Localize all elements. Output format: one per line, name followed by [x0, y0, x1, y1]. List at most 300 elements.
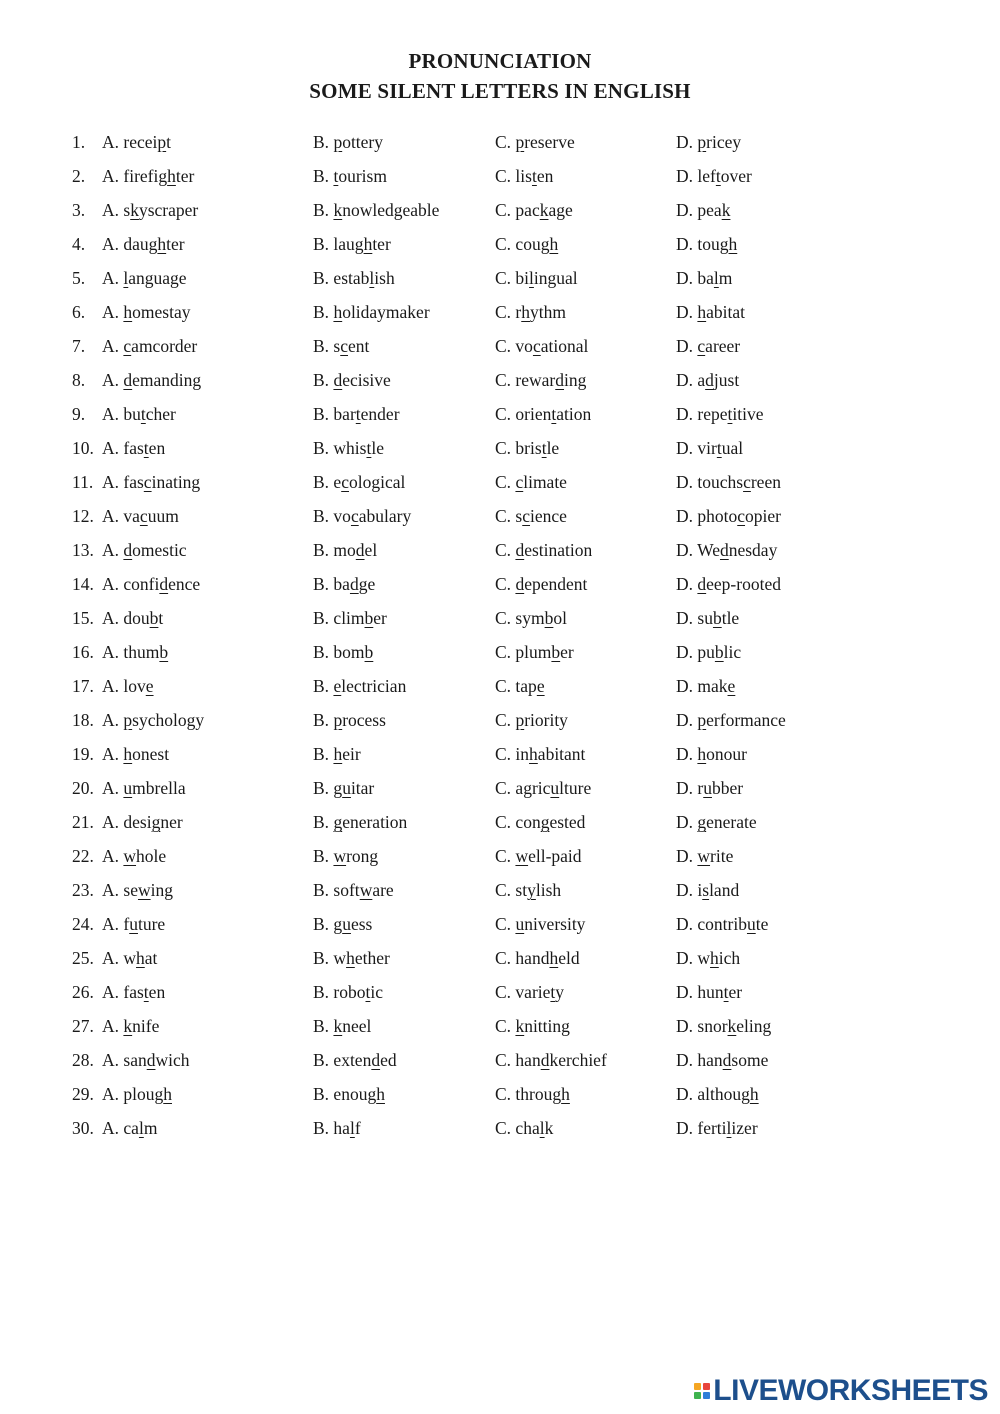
option-text-before: A. recei [102, 132, 158, 152]
option-text-before: C. bi [495, 268, 530, 288]
option-a [102, 709, 204, 731]
underlined-letter: h [697, 744, 707, 764]
question-row [72, 471, 972, 505]
option-text-after: ner [160, 812, 183, 832]
option-text-before: D. ba [676, 268, 714, 288]
question-number: 29. [72, 1084, 94, 1104]
option-a [102, 573, 200, 595]
underlined-letter: c [139, 506, 148, 526]
underlined-letter: h [697, 302, 707, 322]
option-a [102, 1117, 157, 1139]
underlined-letter: k [333, 200, 343, 220]
underlined-letter: t [716, 438, 722, 458]
option-text-before: B. g [313, 778, 343, 798]
option-b [313, 913, 372, 935]
option-text-before: C. in [495, 744, 530, 764]
option-text-before: A. fas [102, 438, 144, 458]
option-text-after: opier [745, 506, 781, 526]
option-text-after: some [731, 1050, 769, 1070]
option-text-before: A. bu [102, 404, 141, 424]
option-text-before: D. contrib [676, 914, 747, 934]
option-text-before: A. [102, 778, 124, 798]
option-text-after: abitant [537, 744, 586, 764]
logo-square [703, 1383, 710, 1390]
question-number: 6. [72, 302, 86, 322]
option-text-after: lture [559, 778, 592, 798]
option-b [313, 267, 395, 289]
option-text-before: C. [495, 710, 516, 730]
option-b [313, 1049, 397, 1071]
underlined-letter: w [697, 846, 711, 866]
option-text-after: omestic [132, 540, 187, 560]
underlined-letter: d [705, 370, 714, 390]
option-a [102, 301, 190, 323]
underlined-letter: u [123, 778, 133, 798]
question-row [72, 845, 972, 879]
underlined-letter: l [369, 268, 375, 288]
option-b [313, 335, 369, 357]
page-title: PRONUNCIATION [408, 49, 592, 73]
option-text-after: ter [175, 166, 195, 186]
option-text-after: olidaymaker [342, 302, 430, 322]
underlined-letter: w [137, 880, 151, 900]
option-text-before: A. s [102, 200, 131, 220]
option-text-after: nitting [524, 1016, 570, 1036]
option-text-before: B. whis [313, 438, 367, 458]
option-text-after: ependent [524, 574, 588, 594]
option-text-before: B. robo [313, 982, 366, 1002]
question-number: 22. [72, 846, 94, 866]
option-text-after: enerate [706, 812, 757, 832]
question-row [72, 1083, 972, 1117]
option-text-before: A. firefig [102, 166, 168, 186]
question-row [72, 709, 972, 743]
question-row [72, 641, 972, 675]
option-text-before: B. [313, 132, 334, 152]
question-row [72, 981, 972, 1015]
question-row [72, 879, 972, 913]
option-text-after: ter [166, 234, 185, 254]
underlined-letter: k [515, 1016, 525, 1036]
option-d [676, 267, 732, 289]
option-text-before: B. estab [313, 268, 370, 288]
option-d [676, 539, 777, 561]
option-text-after: ourism [338, 166, 387, 186]
underlined-letter: t [727, 404, 733, 424]
underlined-letter: c [515, 472, 524, 492]
option-text-after: lectrician [341, 676, 407, 696]
option-text-before: B. [313, 676, 334, 696]
option-text-after: ested [549, 812, 586, 832]
underlined-letter: g [151, 812, 161, 832]
underlined-letter: t [366, 438, 372, 458]
option-text-before: A. [102, 302, 124, 322]
question-number: 14. [72, 574, 94, 594]
option-a [102, 539, 187, 561]
option-text-before: B. [313, 744, 334, 764]
option-text-before: B. [313, 812, 334, 832]
option-text-after: ingual [533, 268, 578, 288]
option-c [495, 573, 587, 595]
question-number: 1. [72, 132, 86, 152]
question-row [72, 403, 972, 437]
underlined-letter: h [167, 166, 176, 186]
option-text-before: A. [102, 1016, 124, 1036]
underlined-letter: d [159, 574, 169, 594]
underlined-letter: h [376, 1084, 385, 1104]
question-number: 11. [72, 472, 94, 492]
option-text-before: A. desi [102, 812, 152, 832]
question-number: 21. [72, 812, 94, 832]
option-a [102, 1049, 190, 1071]
option-d [676, 777, 743, 799]
option-b [313, 301, 430, 323]
option-d [676, 233, 737, 255]
option-d [676, 403, 764, 425]
underlined-letter: d [722, 1050, 732, 1070]
option-c [495, 1049, 607, 1071]
underlined-letter: t [541, 438, 547, 458]
option-text-after: er [373, 608, 387, 628]
option-c [495, 641, 574, 663]
option-text-after: ich [718, 948, 741, 968]
question-number: 3. [72, 200, 86, 220]
option-c [495, 199, 573, 221]
option-text-after: nife [132, 1016, 160, 1036]
option-a [102, 267, 187, 289]
underlined-letter: c [532, 336, 541, 356]
question-row [72, 777, 972, 811]
option-text-after: cher [145, 404, 176, 424]
option-b [313, 1083, 385, 1105]
option-c [495, 675, 545, 697]
option-text-before: D. repe [676, 404, 728, 424]
option-b [313, 573, 375, 595]
option-c [495, 1015, 570, 1037]
option-c [495, 505, 567, 527]
option-c [495, 471, 567, 493]
option-a [102, 607, 163, 629]
option-text-before: D. han [676, 1050, 723, 1070]
option-text-before: D. r [676, 778, 704, 798]
option-text-before: B. [313, 710, 334, 730]
option-a [102, 335, 197, 357]
question-row [72, 199, 972, 233]
underlined-letter: b [149, 608, 159, 628]
option-text-before: B. [313, 1016, 334, 1036]
option-text-after: inating [151, 472, 201, 492]
question-number: 15. [72, 608, 94, 628]
option-b [313, 165, 387, 187]
option-text-after: ational [540, 336, 589, 356]
option-c [495, 709, 568, 731]
option-d [676, 675, 735, 697]
underlined-letter: g [540, 812, 550, 832]
underlined-letter: t [140, 404, 146, 424]
underlined-letter: h [521, 302, 530, 322]
option-b [313, 675, 406, 697]
option-text-before: B. [313, 370, 334, 390]
option-text-after: rocess [342, 710, 386, 730]
option-text-before: A. fas [102, 472, 144, 492]
question-number: 23. [72, 880, 94, 900]
option-a [102, 505, 179, 527]
option-a [102, 845, 166, 867]
option-text-before: A. [102, 336, 124, 356]
option-text-before: C. [495, 846, 516, 866]
underlined-letter: h [710, 948, 719, 968]
option-text-after: reserve [524, 132, 575, 152]
option-b [313, 641, 373, 663]
option-text-after: onest [132, 744, 170, 764]
option-c [495, 301, 566, 323]
option-c [495, 335, 588, 357]
option-text-before: B. enoug [313, 1084, 377, 1104]
option-text-after: ual [721, 438, 744, 458]
option-d [676, 471, 781, 493]
underlined-letter: h [333, 302, 343, 322]
option-text-before: C. [495, 574, 516, 594]
option-text-after: m [718, 268, 733, 288]
underlined-letter: l [713, 268, 719, 288]
underlined-letter: l [529, 268, 534, 288]
option-text-before: B. [313, 166, 334, 186]
option-text-after: age [548, 200, 573, 220]
question-row [72, 573, 972, 607]
option-text-before: A. lov [102, 676, 146, 696]
logo-square [703, 1392, 710, 1399]
option-b [313, 1015, 371, 1037]
question-number: 25. [72, 948, 94, 968]
option-text-after: bber [711, 778, 744, 798]
option-text-after: ecisive [342, 370, 391, 390]
option-text-before: A. [102, 846, 124, 866]
option-text-before: B. soft [313, 880, 360, 900]
question-number: 10. [72, 438, 94, 458]
underlined-letter: k [123, 1016, 133, 1036]
option-d [676, 709, 786, 731]
question-row [72, 267, 972, 301]
question-number: 20. [72, 778, 94, 798]
option-text-before: C. s [495, 506, 523, 526]
underlined-letter: l [123, 268, 129, 288]
underlined-letter: e [536, 676, 545, 696]
option-c [495, 369, 586, 391]
question-row [72, 165, 972, 199]
question-number: 9. [72, 404, 86, 424]
option-text-after: t [158, 608, 164, 628]
option-text-after: kerchief [549, 1050, 607, 1070]
option-text-before: B. laug [313, 234, 364, 254]
option-a [102, 675, 154, 697]
option-text-after: ricey [706, 132, 742, 152]
option-text-after: rong [346, 846, 379, 866]
option-text-after: eneration [342, 812, 408, 832]
underlined-letter: d [371, 1050, 381, 1070]
underlined-letter: d [333, 370, 343, 390]
underlined-letter: d [719, 540, 729, 560]
option-text-before: C. bris [495, 438, 542, 458]
option-text-before: C. pac [495, 200, 540, 220]
option-text-before: A. [102, 370, 124, 390]
underlined-letter: b [544, 608, 554, 628]
question-list [72, 131, 972, 1151]
question-number: 30. [72, 1118, 94, 1138]
option-text-before: D. pu [676, 642, 715, 662]
underlined-letter: h [346, 948, 355, 968]
underlined-letter: d [146, 1050, 156, 1070]
option-text-after: m [143, 1118, 158, 1138]
question-row [72, 947, 972, 981]
option-text-after: ish [374, 268, 395, 288]
option-text-after: sychology [132, 710, 205, 730]
option-text-after: areer [705, 336, 741, 356]
option-text-before: C. tap [495, 676, 537, 696]
option-text-before: A. [102, 268, 124, 288]
underlined-letter: k [130, 200, 139, 220]
option-text-after: ol [553, 608, 567, 628]
underlined-letter: p [697, 710, 707, 730]
underlined-letter: c [743, 472, 751, 492]
option-text-before: A. san [102, 1050, 147, 1070]
question-number: 28. [72, 1050, 94, 1070]
option-text-before: C. r [495, 302, 522, 322]
option-d [676, 743, 747, 765]
underlined-letter: b [551, 642, 561, 662]
option-text-before: A. [102, 710, 124, 730]
option-c [495, 165, 553, 187]
option-text-before: D. snor [676, 1016, 728, 1036]
underlined-letter: w [359, 880, 373, 900]
option-text-after: itive [732, 404, 764, 424]
option-c [495, 743, 585, 765]
option-text-before: D. [676, 710, 698, 730]
option-d [676, 301, 745, 323]
brand-name: LIVEWORKSHEETS [713, 1374, 988, 1407]
option-a [102, 743, 169, 765]
option-text-after: anguage [128, 268, 187, 288]
underlined-letter: w [333, 846, 347, 866]
option-text-after: eep-rooted [706, 574, 781, 594]
page-subtitle: SOME SILENT LETTERS IN ENGLISH [309, 79, 691, 103]
underlined-letter: d [540, 1050, 550, 1070]
option-text-before: B. [313, 302, 334, 322]
underlined-letter: h [163, 1084, 172, 1104]
question-row [72, 1049, 972, 1083]
option-text-before: D. a [676, 370, 706, 390]
option-b [313, 947, 390, 969]
option-text-before: A. se [102, 880, 138, 900]
option-text-before: C. plum [495, 642, 552, 662]
option-text-before: B. [313, 846, 334, 866]
option-b [313, 1117, 361, 1139]
option-text-after: nesday [728, 540, 778, 560]
underlined-letter: p [123, 710, 133, 730]
option-text-before: C. hand [495, 948, 550, 968]
underlined-letter: s [702, 880, 710, 900]
underlined-letter: h [549, 234, 559, 254]
question-row [72, 233, 972, 267]
option-text-after: rite [710, 846, 734, 866]
option-text-before: C. sym [495, 608, 545, 628]
option-d [676, 1049, 768, 1071]
option-text-before: C. lis [495, 166, 532, 186]
option-text-before: D. touchs [676, 472, 744, 492]
underlined-letter: t [143, 982, 149, 1002]
question-row [72, 913, 972, 947]
option-text-after: ottery [342, 132, 384, 152]
question-row [72, 539, 972, 573]
option-a [102, 777, 186, 799]
option-text-after: ence [168, 574, 201, 594]
underlined-letter: h [363, 234, 373, 254]
option-text-before: D. vir [676, 438, 717, 458]
option-text-before: B. [313, 200, 334, 220]
underlined-letter: p [333, 710, 343, 730]
underlined-letter: w [515, 846, 529, 866]
option-b [313, 539, 377, 561]
option-text-before: B. e [313, 472, 342, 492]
option-text-after: are [372, 880, 394, 900]
option-b [313, 743, 361, 765]
option-a [102, 981, 165, 1003]
option-text-after: abulary [358, 506, 412, 526]
option-text-before: C. st [495, 880, 528, 900]
option-text-after: t [166, 132, 172, 152]
option-c [495, 607, 567, 629]
option-text-before: D. hun [676, 982, 724, 1002]
option-text-before: C. [495, 914, 516, 934]
underlined-letter: h [123, 302, 133, 322]
option-text-before: A. confi [102, 574, 160, 594]
option-text-before: D. [676, 336, 698, 356]
underlined-letter: b [364, 642, 374, 662]
underlined-letter: k [333, 1016, 343, 1036]
option-text-after: riority [524, 710, 568, 730]
option-a [102, 641, 168, 663]
underlined-letter: h [561, 1084, 570, 1104]
option-text-after: neel [342, 1016, 372, 1036]
option-text-before: A. ploug [102, 1084, 164, 1104]
option-c [495, 947, 580, 969]
underlined-letter: l [349, 1118, 355, 1138]
option-text-after: ation [556, 404, 592, 424]
option-text-before: C. [495, 472, 516, 492]
underlined-letter: d [555, 370, 565, 390]
option-text-before: C. han [495, 1050, 541, 1070]
option-text-before: C. [495, 540, 516, 560]
option-text-before: D. [676, 744, 698, 764]
option-text-after: f [354, 1118, 361, 1138]
option-b [313, 199, 439, 221]
option-text-after: onour [706, 744, 747, 764]
question-row [72, 675, 972, 709]
option-text-after: emanding [132, 370, 202, 390]
option-b [313, 437, 384, 459]
option-text-before: D. althoug [676, 1084, 750, 1104]
question-number: 27. [72, 1016, 94, 1036]
underlined-letter: u [129, 914, 138, 934]
option-a [102, 913, 165, 935]
option-text-before: C. coug [495, 234, 550, 254]
option-text-before: D. [676, 302, 698, 322]
brand-logo [694, 1374, 988, 1408]
underlined-letter: d [123, 370, 133, 390]
option-text-before: D. ferti [676, 1118, 727, 1138]
underlined-letter: d [349, 574, 359, 594]
underlined-letter: e [333, 676, 342, 696]
option-text-before: B. exten [313, 1050, 372, 1070]
